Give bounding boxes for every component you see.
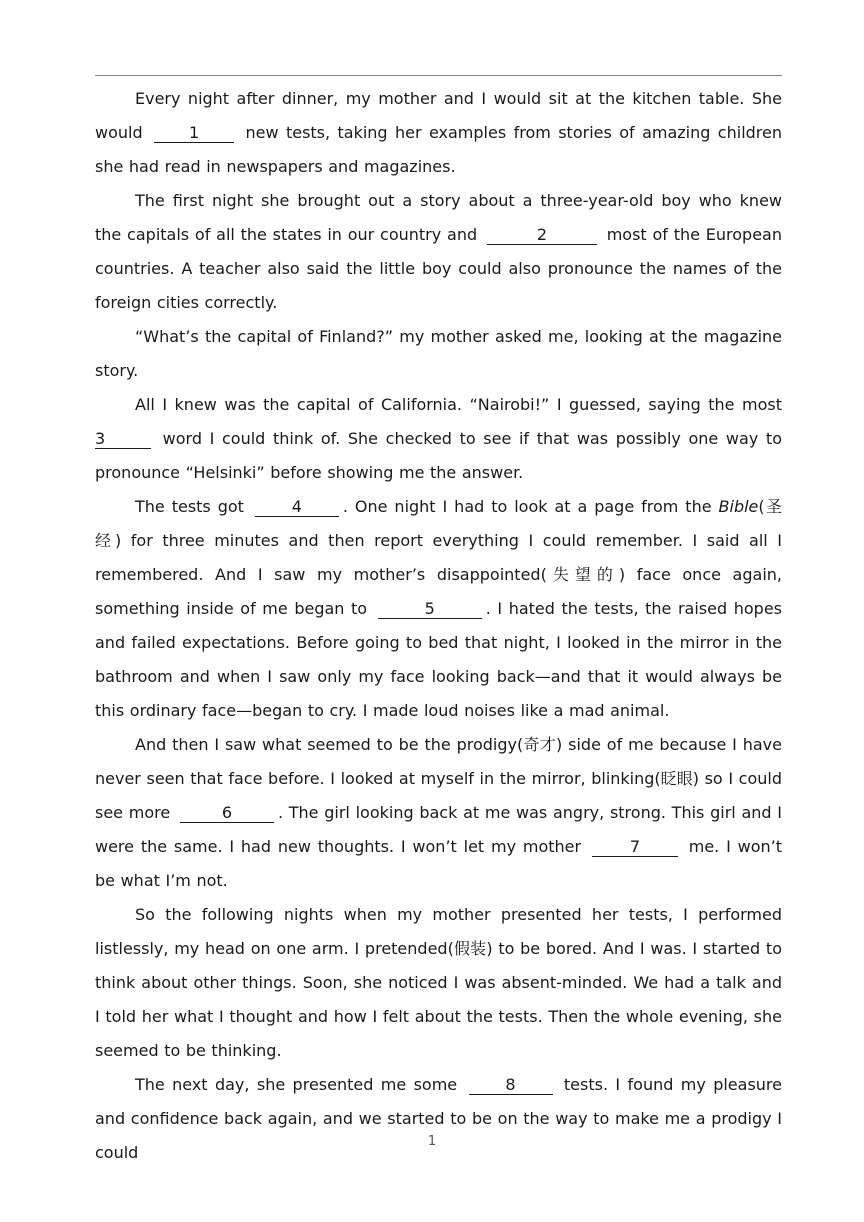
- text: . The girl looking back at me was angry, strong. This girl and I were the same. I had new thoughts. I won’t let my mother: [95, 803, 782, 856]
- passage: [95, 82, 782, 1170]
- page-number: 1: [427, 1134, 437, 1149]
- paragraph-5: [95, 490, 782, 728]
- blank-8[interactable]: 8: [469, 1076, 553, 1095]
- blank-7[interactable]: 7: [592, 838, 678, 857]
- blank-5[interactable]: 5: [378, 600, 482, 619]
- text: Every night after dinner, my mother and I would sit at the kitchen table. She would: [95, 89, 782, 142]
- text: So the following nights when my mother presented her tests, I performed listlessly, my head on one arm. I pretended(假装) to be bored. And I was. I started to think about other things. Soon, she noticed I was absent-minded. We had a talk and I told her what I thought and how I felt about the tests. Then the whole evening, she seemed to be thinking.: [95, 905, 782, 1060]
- paragraph-4: [95, 388, 782, 490]
- header-rule: [95, 75, 782, 76]
- blank-4[interactable]: 4: [255, 498, 339, 517]
- blank-2[interactable]: 2: [487, 226, 597, 245]
- bible-italic: Bible: [718, 497, 759, 516]
- text: The next day, she presented me some: [135, 1075, 458, 1094]
- text: most of the European countries. A teacher also said the little boy could also pronounce the names of the foreign cities correctly.: [95, 225, 782, 312]
- text: word I could think of. She checked to see if that was possibly one way to pronounce “Helsinki” before showing me the answer.: [95, 429, 782, 482]
- text: new tests, taking her examples from stories of amazing children she had read in newspapers and magazines.: [95, 123, 783, 176]
- paragraph-3: [95, 320, 782, 388]
- paragraph-2: [95, 184, 782, 320]
- blank-6[interactable]: 6: [180, 804, 274, 823]
- text: The first night she brought out a story about a three-year-old boy who knew the capitals of all the states in our country and: [95, 191, 782, 244]
- paragraph-8: [95, 1068, 782, 1170]
- text: The tests got: [135, 497, 244, 516]
- text: tests. I found my pleasure and confidence back again, and we started to be on the way to make me a prodigy I could: [95, 1075, 783, 1162]
- paragraph-7: [95, 898, 782, 1068]
- text: me. I won’t be what I’m not.: [95, 837, 782, 890]
- blank-1[interactable]: 1: [154, 124, 234, 143]
- text: And then I saw what seemed to be the prodigy(奇才) side of me because I have never seen that face before. I looked at myself in the mirror, blinking(眨眼) so I could see more: [95, 735, 782, 822]
- blank-3[interactable]: 3: [95, 430, 151, 449]
- text: . One night I had to look at a page from the: [342, 497, 712, 516]
- paragraph-6: [95, 728, 782, 898]
- text: (圣经) for three minutes and then report everything I could remember. I said all I remembered. And I saw my mother’s disappointed(失望的) face once again, something inside of me began to: [95, 497, 782, 618]
- paragraph-1: [95, 82, 782, 184]
- text: “What’s the capital of Finland?” my mother asked me, looking at the magazine story.: [95, 327, 782, 380]
- text: All I knew was the capital of California. “Nairobi!” I guessed, saying the most: [135, 395, 782, 414]
- text: . I hated the tests, the raised hopes and failed expectations. Before going to bed that night, I looked in the mirror in the bathroom and when I saw only my face looking back—and that it would always be this ordinary face—began to cry. I made loud noises like a mad animal.: [95, 599, 783, 720]
